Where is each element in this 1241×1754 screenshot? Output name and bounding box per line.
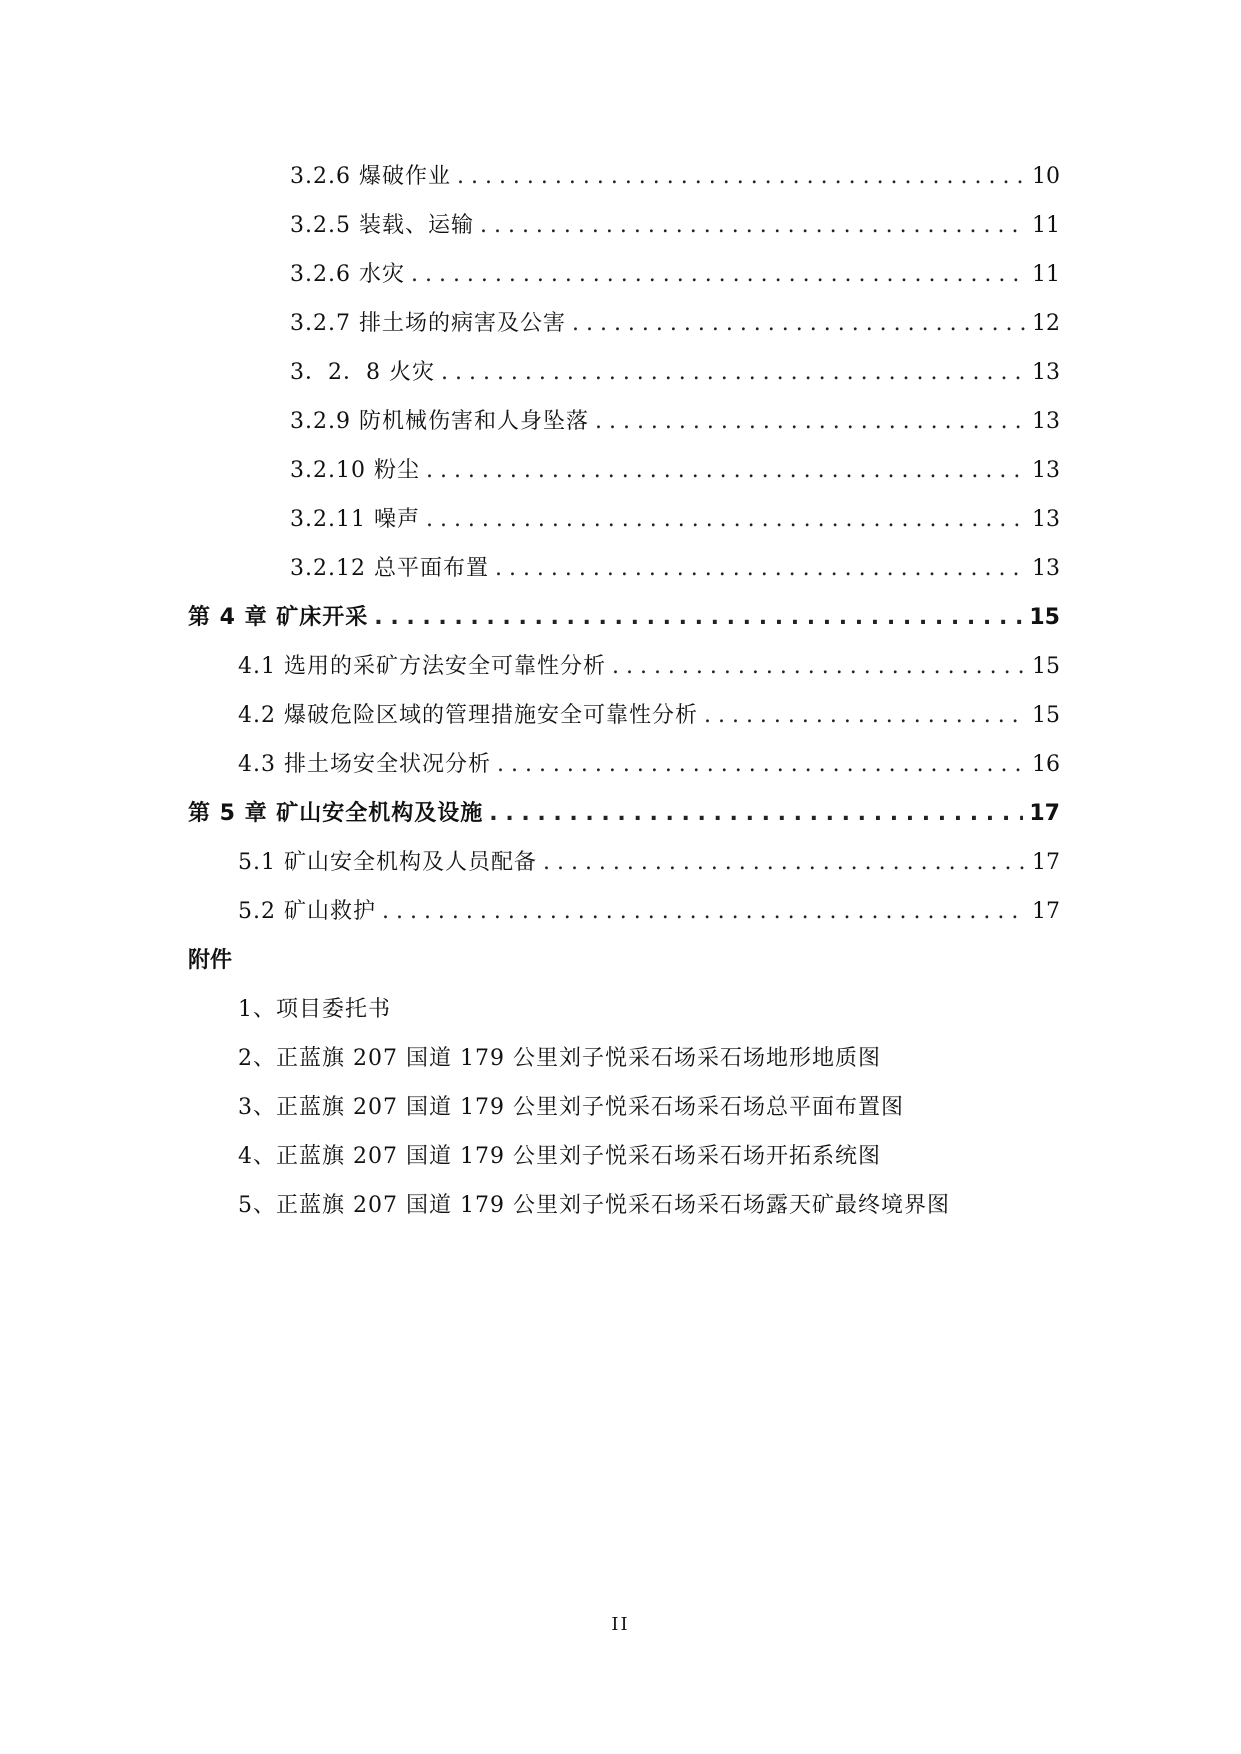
toc-entry[interactable] bbox=[188, 250, 1060, 299]
toc-entry-page: 13 bbox=[1032, 556, 1060, 581]
toc-leader-dots bbox=[411, 250, 1026, 299]
toc-entry-label: 4.1 选用的采矿方法安全可靠性分析 bbox=[238, 654, 606, 679]
toc-leader-dots bbox=[612, 642, 1026, 691]
toc-entry-label: 4.3 排土场安全状况分析 bbox=[238, 752, 491, 777]
toc-leader-dots bbox=[426, 495, 1026, 544]
toc-entry-label: 3.2.11 噪声 bbox=[290, 507, 420, 532]
toc-entry-page: 17 bbox=[1032, 899, 1060, 924]
toc-chapter-entry[interactable] bbox=[188, 789, 1060, 838]
toc-leader-dots bbox=[489, 789, 1023, 838]
appendix-item: 2、正蓝旗 207 国道 179 公里刘子悦采石场采石场地形地质图 bbox=[238, 1046, 881, 1071]
toc-entry-label: 4.2 爆破危险区域的管理措施安全可靠性分析 bbox=[238, 703, 698, 728]
appendix-item: 1、项目委托书 bbox=[238, 997, 391, 1022]
toc-leader-dots bbox=[497, 740, 1026, 789]
toc-entry-label: 5.2 矿山救护 bbox=[238, 899, 376, 924]
toc-leader-dots bbox=[495, 544, 1026, 593]
toc-entry-page: 15 bbox=[1029, 605, 1060, 630]
toc-leader-dots bbox=[426, 446, 1026, 495]
toc-entry[interactable] bbox=[188, 838, 1060, 887]
toc-entry-page: 13 bbox=[1032, 458, 1060, 483]
toc-entry[interactable] bbox=[188, 544, 1060, 593]
toc-entry-page: 16 bbox=[1032, 752, 1060, 777]
toc-entry[interactable] bbox=[188, 152, 1060, 201]
toc-leader-dots bbox=[382, 887, 1026, 936]
toc-entry-page: 17 bbox=[1029, 801, 1060, 826]
toc-entry[interactable] bbox=[188, 495, 1060, 544]
toc-entry-label: 3.2.6 水灾 bbox=[290, 262, 405, 287]
toc-leader-dots bbox=[457, 152, 1026, 201]
toc-entry[interactable] bbox=[188, 446, 1060, 495]
toc-entry[interactable] bbox=[188, 397, 1060, 446]
toc-leader-dots bbox=[543, 838, 1026, 887]
toc-leader-dots bbox=[704, 691, 1026, 740]
toc-entry-label: 3．2．8 火灾 bbox=[290, 360, 435, 385]
toc-entry-page: 17 bbox=[1032, 850, 1060, 875]
toc-entry-page: 13 bbox=[1032, 507, 1060, 532]
toc-entry-label: 3.2.6 爆破作业 bbox=[290, 164, 451, 189]
toc-entry-label: 3.2.5 装载、运输 bbox=[290, 213, 474, 238]
toc-entry[interactable] bbox=[188, 348, 1060, 397]
toc-entry-page: 13 bbox=[1032, 360, 1060, 385]
toc-entry-label: 3.2.12 总平面布置 bbox=[290, 556, 489, 581]
toc-entry-label: 第 5 章 矿山安全机构及设施 bbox=[188, 801, 484, 826]
toc-entry-page: 13 bbox=[1032, 409, 1060, 434]
toc-entry-page: 11 bbox=[1032, 213, 1060, 238]
toc-entry[interactable] bbox=[188, 201, 1060, 250]
toc-entry-page: 15 bbox=[1032, 654, 1060, 679]
toc-entry-label: 第 4 章 矿床开采 bbox=[188, 605, 369, 630]
toc-leader-dots bbox=[595, 397, 1026, 446]
toc-leader-dots bbox=[441, 348, 1026, 397]
toc-leader-dots bbox=[374, 593, 1023, 642]
toc-entry[interactable] bbox=[188, 740, 1060, 789]
toc-entry[interactable] bbox=[188, 887, 1060, 936]
toc-entry[interactable] bbox=[188, 691, 1060, 740]
toc-entry-label: 3.2.9 防机械伤害和人身坠落 bbox=[290, 409, 589, 434]
toc-entry-page: 10 bbox=[1032, 164, 1060, 189]
toc-leader-dots bbox=[480, 201, 1026, 250]
toc-entry-page: 12 bbox=[1032, 311, 1060, 336]
appendix-item: 3、正蓝旗 207 国道 179 公里刘子悦采石场采石场总平面布置图 bbox=[238, 1095, 904, 1120]
toc-leader-dots bbox=[572, 299, 1026, 348]
toc-entry[interactable] bbox=[188, 299, 1060, 348]
toc-chapter-entry[interactable] bbox=[188, 593, 1060, 642]
toc-entry-page: 11 bbox=[1032, 262, 1060, 287]
toc-entry-page: 15 bbox=[1032, 703, 1060, 728]
toc-entry-label: 3.2.10 粉尘 bbox=[290, 458, 420, 483]
toc-entry[interactable] bbox=[188, 642, 1060, 691]
page-number: II bbox=[611, 1614, 630, 1635]
appendix-item: 5、正蓝旗 207 国道 179 公里刘子悦采石场采石场露天矿最终境界图 bbox=[238, 1193, 950, 1218]
appendix-item: 4、正蓝旗 207 国道 179 公里刘子悦采石场采石场开拓系统图 bbox=[238, 1144, 881, 1169]
appendix-heading: 附件 bbox=[188, 948, 233, 973]
toc-entry-label: 3.2.7 排土场的病害及公害 bbox=[290, 311, 566, 336]
table-of-contents bbox=[188, 152, 1060, 1230]
toc-entry-label: 5.1 矿山安全机构及人员配备 bbox=[238, 850, 537, 875]
